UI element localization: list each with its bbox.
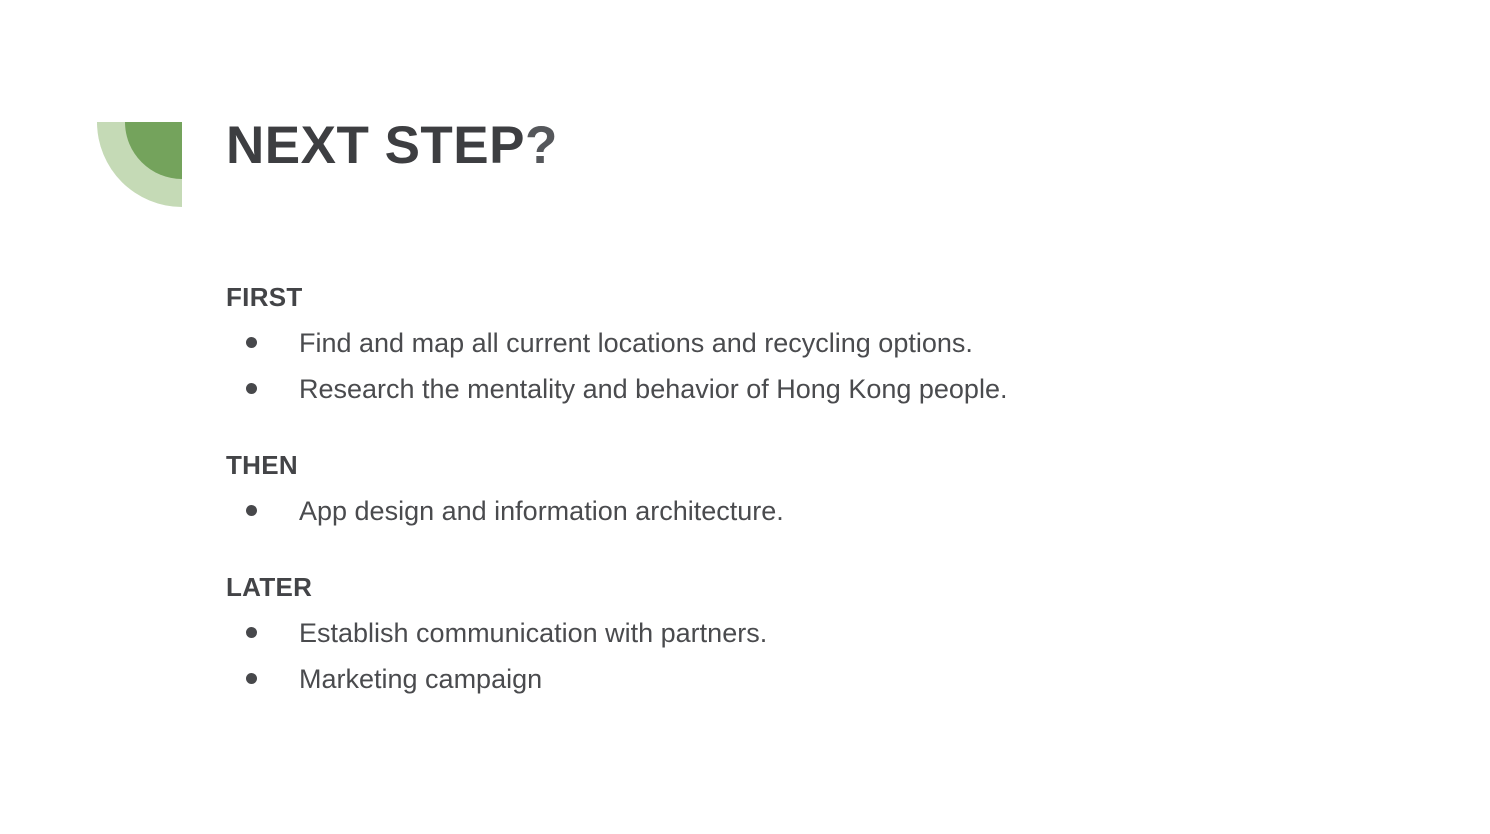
section-then xyxy=(226,448,1276,534)
section-first xyxy=(226,280,1276,412)
bullet-text: Marketing campaign xyxy=(299,664,543,694)
bullet-list xyxy=(226,610,1276,702)
slide-body xyxy=(226,280,1276,738)
list-item xyxy=(226,656,1276,702)
slide-title xyxy=(226,116,558,177)
section-later xyxy=(226,570,1276,702)
bullet-text: App design and information architecture. xyxy=(299,496,784,526)
list-item xyxy=(226,366,1276,412)
bullet-text: Research the mentality and behavior of Hong Kong people. xyxy=(299,374,1008,404)
bullet-icon xyxy=(246,383,257,394)
bullet-text: Find and map all current locations and recycling options. xyxy=(299,328,973,358)
slide-title-question-mark: ? xyxy=(525,116,558,175)
bullet-text: Establish communication with partners. xyxy=(299,618,768,648)
list-item xyxy=(226,320,1276,366)
section-heading: FIRST xyxy=(226,282,303,312)
bullet-icon xyxy=(246,673,257,684)
bullet-icon xyxy=(246,627,257,638)
slide-title-text: NEXT STEP xyxy=(226,116,526,175)
list-item xyxy=(226,488,1276,534)
bullet-icon xyxy=(246,505,257,516)
bullet-icon xyxy=(246,337,257,348)
list-item xyxy=(226,610,1276,656)
corner-quarter-circle-decoration xyxy=(97,122,182,207)
bullet-list xyxy=(226,488,1276,534)
section-heading: THEN xyxy=(226,450,298,480)
bullet-list xyxy=(226,320,1276,412)
section-heading: LATER xyxy=(226,572,313,602)
